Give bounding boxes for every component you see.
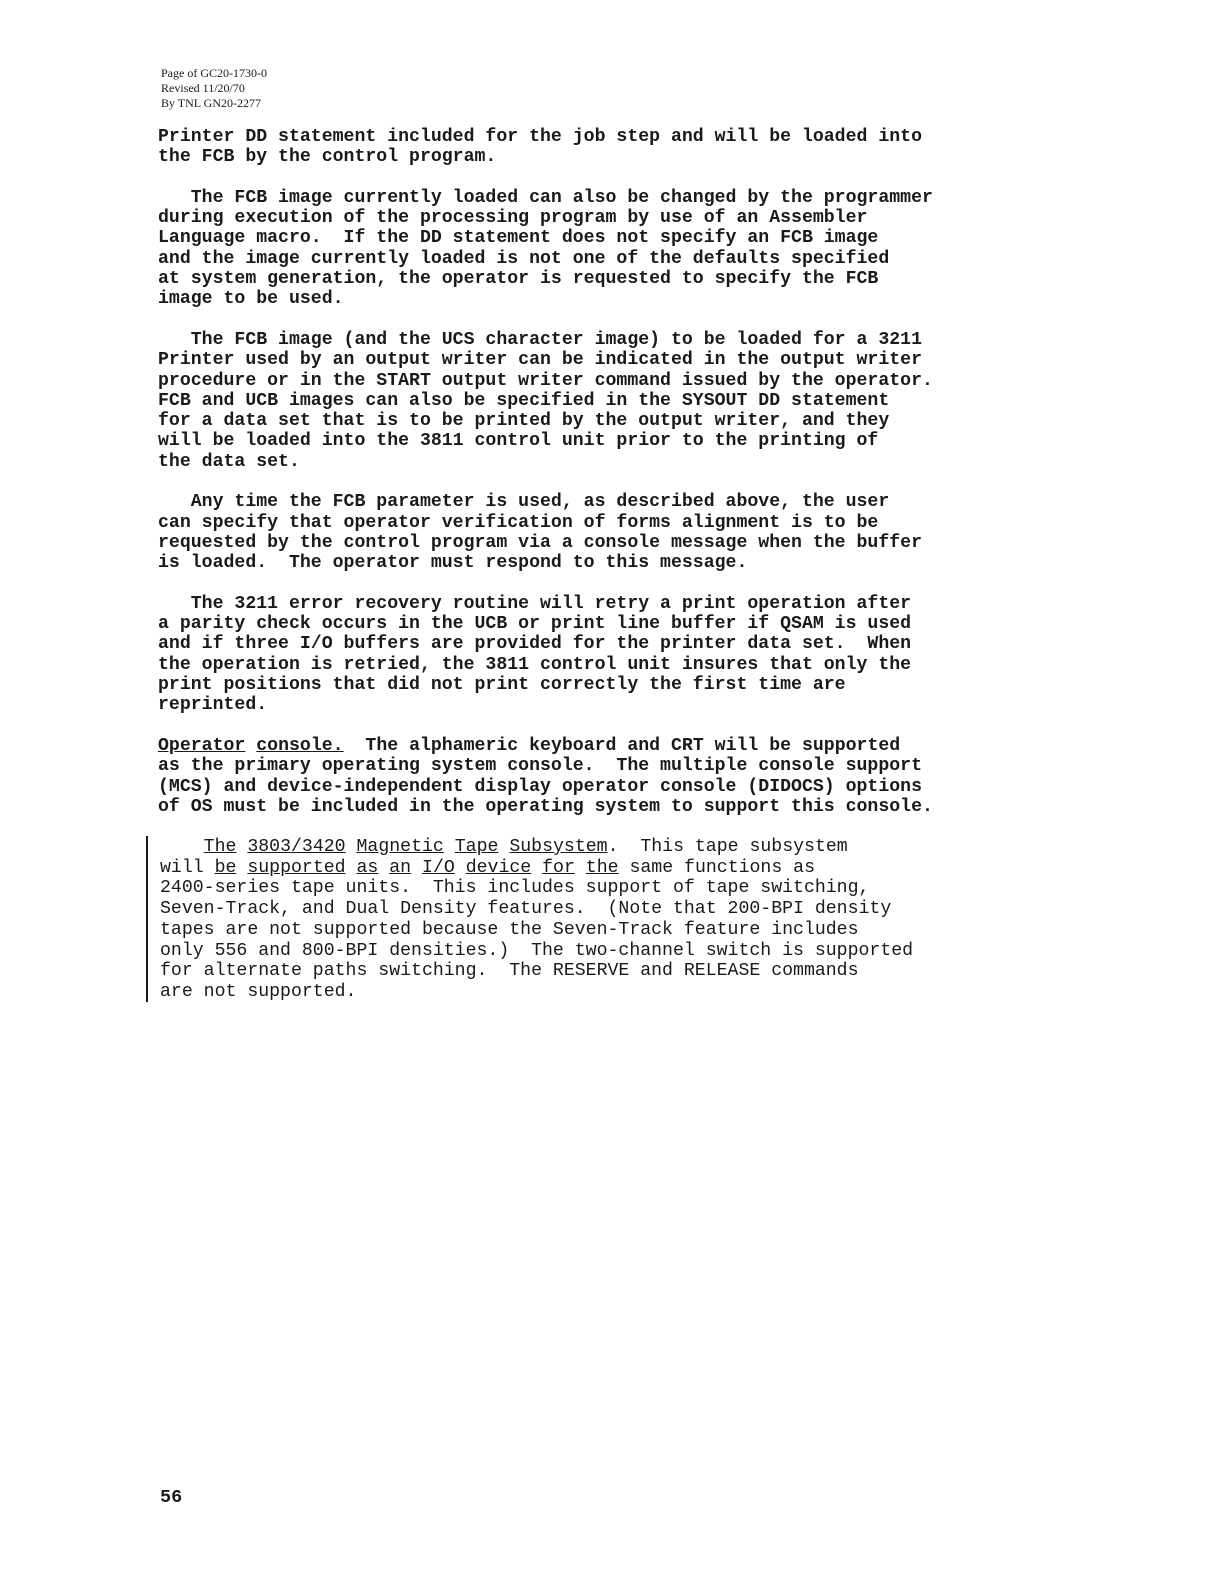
revision-bar [146, 836, 148, 1002]
section-heading-operator: Operator [158, 735, 246, 756]
paragraph-tape-subsystem: The 3803/3420 Magnetic Tape Subsystem. This tape subsystem will be supported as an I/O device for the same functions as 2400-series tape units. This includes support of tape switching, Seven-Track, and Dual Density features. (Note that 200-BPI density tapes are not supported because the Seven-Track feature includes only 556 and 800-BPI densities.) The two-channel switch is supported for alternate paths switching. The RESERVE and RELEASE commands are not supported. [160, 837, 914, 1002]
paragraph-error-recovery: The 3211 error recovery routine will retry a print operation after a parity check occurs in the UCB or print line buffer if QSAM is used and if three I/O buffers are provided for the printer data set. When the operation is retried, the 3811 control unit insures that only the print positions that did not print correctly the first time are reprinted. [158, 593, 912, 716]
page-header [161, 66, 267, 111]
header-revised: Revised 11/20/70 [161, 81, 245, 95]
page-number: 56 [160, 1487, 183, 1508]
header-page-ref: Page of GC20-1730-0 [161, 66, 267, 80]
paragraph-ucs-image: The FCB image (and the UCS character image) to be loaded for a 3211 Printer used by an output writer can be indicated in the output writer procedure or in the START output writer command issued by the operator. FCB and UCB images can also be specified in the SYSOUT DD statement for a data set that is to be printed by the output writer, and they will be loaded into the 3811 control unit prior to the printing of the data set. [158, 329, 933, 472]
section-heading-tape: The [203, 837, 237, 857]
paragraph-fcb-image: The FCB image currently loaded can also be changed by the programmer during execution of the processing program by use of an Assembler Language macro. If the DD statement does not specify an FCB image and the image currently loaded is not one of the defaults specified at system generation, the operator is requested to specify the FCB image to be used. [158, 187, 933, 310]
document-body [158, 127, 1028, 837]
section-heading-console: console. [256, 735, 344, 756]
header-tnl: By TNL GN20-2277 [161, 96, 261, 110]
paragraph-fcb-parameter: Any time the FCB parameter is used, as described above, the user can specify that operator verification of forms alignment is to be requested by the control program via a console message when the buffer is loaded. The operator must respond to this message. [158, 492, 922, 574]
paragraph-printer-dd: Printer DD statement included for the job step and will be loaded into the FCB by the control program. [158, 127, 922, 168]
paragraph-operator-console: Operator console. The alphameric keyboard and CRT will be supported as the primary operating system console. The multiple console support (MCS) and device-independent display operator console (DIDOCS) options of OS must be included in the operating system to support this console. [158, 735, 933, 817]
